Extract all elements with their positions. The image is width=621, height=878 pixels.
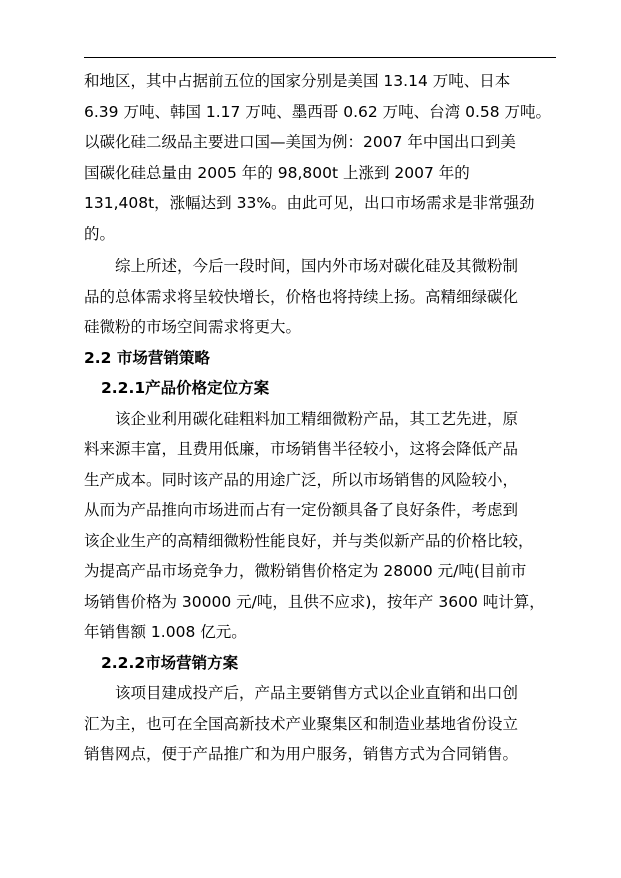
text-line: 国碳化硅总量由 2005 年的 98,800t 上涨到 2007 年的 bbox=[84, 163, 470, 182]
paragraph-pricing bbox=[84, 404, 554, 648]
text-line: 6.39 万吨、韩国 1.17 万吨、墨西哥 0.62 万吨、台湾 0.58 万吨。 bbox=[84, 102, 552, 121]
text-line: 从而为产品推向市场进而占有一定份额具备了良好条件，考虑到 bbox=[84, 501, 519, 519]
text-line: 硅微粉的市场空间需求将更大。 bbox=[84, 318, 302, 336]
document-body bbox=[84, 66, 554, 770]
text-line: 的。 bbox=[84, 224, 116, 243]
paragraph-marketing bbox=[84, 678, 554, 770]
paragraph-export-demand bbox=[84, 66, 554, 249]
subsection-heading-marketing: 2.2.2市场营销方案 bbox=[101, 653, 239, 672]
text-line: 综上所述，今后一段时间，国内外市场对碳化硅及其微粉制 bbox=[115, 257, 519, 275]
text-line: 该企业生产的高精细微粉性能良好，并与类似新产品的价格比较， bbox=[84, 531, 534, 550]
text-line: 年销售额 1.008 亿元。 bbox=[84, 623, 247, 641]
text-line: 该企业利用碳化硅粗料加工精细微粉产品，其工艺先进，原 bbox=[115, 409, 519, 428]
text-line: 场销售价格为 30000 元/吨，且供不应求)，按年产 3600 吨计算， bbox=[84, 592, 545, 611]
paragraph-summary bbox=[84, 251, 554, 343]
text-line: 和地区，其中占据前五位的国家分别是美国 13.14 万吨、日本 bbox=[84, 72, 511, 90]
text-line: 为提高产品市场竞争力，微粉销售价格定为 28000 元/吨(目前市 bbox=[84, 562, 527, 580]
subsection-heading-pricing: 2.2.1产品价格定位方案 bbox=[101, 379, 270, 397]
text-line: 生产成本。同时该产品的用途广泛，所以市场销售的风险较小， bbox=[84, 470, 519, 489]
text-line: 131,408t，涨幅达到 33%。由此可见，出口市场需求是非常强劲 bbox=[84, 194, 535, 212]
text-line: 汇为主，也可在全国高新技术产业聚集区和制造业基地省份设立 bbox=[84, 714, 519, 733]
section-heading: 2.2 市场营销策略 bbox=[84, 348, 210, 367]
header-rule bbox=[84, 57, 556, 58]
text-line: 品的总体需求将呈较快增长，价格也将持续上扬。高精细绿碳化 bbox=[84, 287, 519, 306]
text-line: 销售网点，便于产品推广和为用户服务，销售方式为合同销售。 bbox=[84, 745, 519, 763]
text-line: 料来源丰富，且费用低廉，市场销售半径较小，这将会降低产品 bbox=[84, 440, 519, 458]
text-line: 该项目建成投产后，产品主要销售方式以企业直销和出口创 bbox=[115, 684, 519, 702]
text-line: 以碳化硅二级品主要进口国—美国为例：2007 年中国出口到美 bbox=[84, 133, 516, 151]
